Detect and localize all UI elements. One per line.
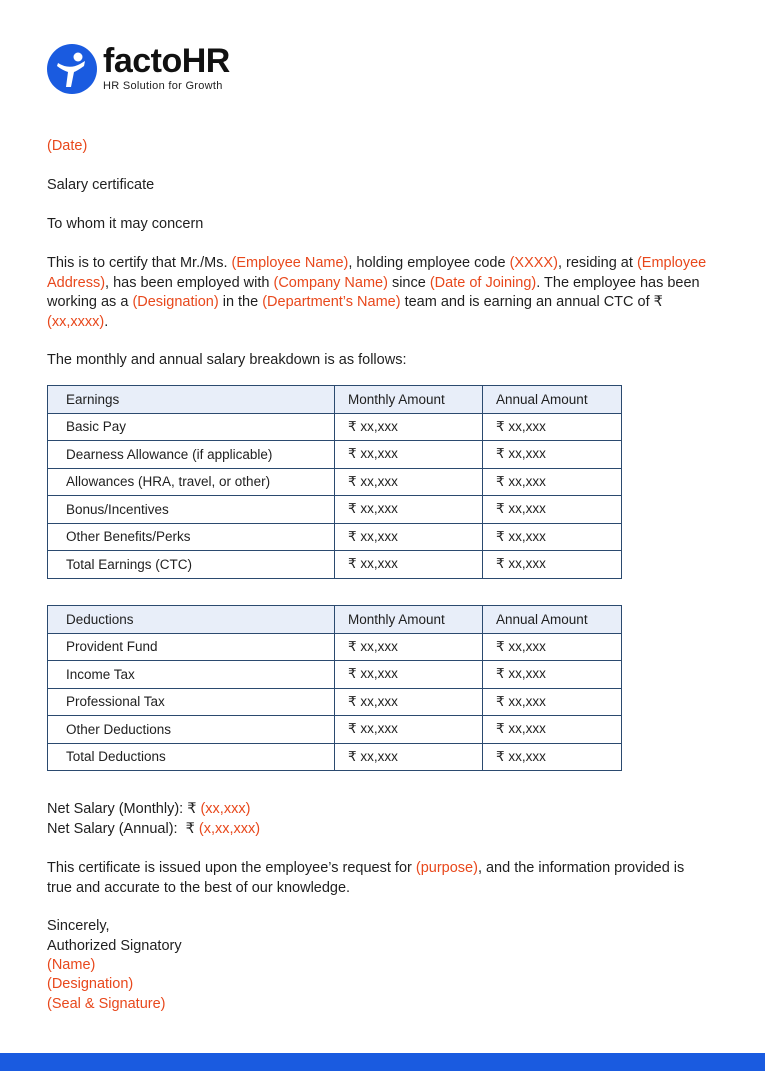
table-cell: ₹ xx,xxx (483, 496, 622, 524)
net-salary-monthly: Net Salary (Monthly): ₹ (xx,xxx) (47, 801, 251, 817)
table-row (48, 661, 622, 689)
table-cell: ₹ xx,xxx (335, 551, 483, 579)
factohr-logo (47, 44, 230, 94)
person-icon (47, 44, 97, 94)
table-cell: ₹ xx,xxx (335, 496, 483, 524)
signatory-designation-placeholder: (Designation) (47, 976, 134, 992)
purpose-placeholder: (purpose) (415, 860, 478, 876)
table-row (48, 496, 622, 524)
intro-paragraph: This is to certify that Mr./Ms. (Employee Name), holding employee code (XXXX), residing at (Employee Address), has been employed with (Company Name) since (Date of Joining). The employee has been working as a (Designation) in the (Department’s Name) team and is earning an annual CTC of ₹ (xx,xxxx). (47, 255, 707, 330)
signoff-sincerely: Sincerely, (47, 918, 110, 934)
column-header: Earnings (48, 386, 335, 414)
table-row (48, 743, 622, 771)
table-cell: Basic Pay (48, 413, 335, 441)
table-cell: ₹ xx,xxx (335, 441, 483, 469)
table-cell: ₹ xx,xxx (483, 413, 622, 441)
table-cell: ₹ xx,xxx (335, 633, 483, 661)
footer-bar (0, 1053, 765, 1071)
table-row (48, 688, 622, 716)
table-cell: Allowances (HRA, travel, or other) (48, 468, 335, 496)
employee-code-placeholder: (XXXX) (509, 255, 558, 271)
table-cell: ₹ xx,xxx (335, 413, 483, 441)
table-cell: Total Deductions (48, 743, 335, 771)
net-monthly-placeholder: (xx,xxx) (200, 801, 251, 817)
table-cell: ₹ xx,xxx (335, 468, 483, 496)
table-header-row (48, 606, 622, 634)
salutation: To whom it may concern (47, 216, 204, 232)
table-cell: ₹ xx,xxx (335, 661, 483, 689)
column-header: Monthly Amount (335, 386, 483, 414)
earnings-table (47, 385, 622, 579)
column-header: Annual Amount (483, 606, 622, 634)
document-title: Salary certificate (47, 177, 155, 193)
table-cell: ₹ xx,xxx (483, 441, 622, 469)
table-row (48, 441, 622, 469)
table-cell: Provident Fund (48, 633, 335, 661)
table-row (48, 716, 622, 744)
date-of-joining-placeholder: (Date of Joining) (429, 274, 537, 291)
table-cell: ₹ xx,xxx (483, 661, 622, 689)
table-row (48, 413, 622, 441)
table-cell: Other Benefits/Perks (48, 523, 335, 551)
table-cell: ₹ xx,xxx (335, 716, 483, 744)
net-annual-placeholder: (x,xx,xxx) (198, 821, 261, 837)
column-header: Monthly Amount (335, 606, 483, 634)
table-cell: ₹ xx,xxx (483, 523, 622, 551)
seal-signature-placeholder: (Seal & Signature) (47, 996, 166, 1012)
table-cell: ₹ xx,xxx (483, 468, 622, 496)
table-cell: Other Deductions (48, 716, 335, 744)
logo-brand-name: factoHR (103, 42, 230, 80)
signoff-signatory: Authorized Signatory (47, 938, 182, 954)
breakdown-intro: The monthly and annual salary breakdown is as follows: (47, 352, 407, 368)
table-cell: ₹ xx,xxx (335, 743, 483, 771)
signatory-name-placeholder: (Name) (47, 957, 96, 973)
company-name-placeholder: (Company Name) (273, 274, 388, 291)
table-cell: ₹ xx,xxx (483, 743, 622, 771)
table-cell: ₹ xx,xxx (335, 688, 483, 716)
table-header-row (48, 386, 622, 414)
table-cell: Total Earnings (CTC) (48, 551, 335, 579)
table-cell: Dearness Allowance (if applicable) (48, 441, 335, 469)
designation-placeholder: (Designation) (132, 294, 219, 310)
table-cell: ₹ xx,xxx (335, 523, 483, 551)
table-cell: ₹ xx,xxx (483, 716, 622, 744)
department-placeholder: (Department’s Name) (262, 294, 401, 310)
logo-tagline: HR Solution for Growth (103, 80, 223, 92)
table-row (48, 551, 622, 579)
column-header: Deductions (48, 606, 335, 634)
column-header: Annual Amount (483, 386, 622, 414)
table-row (48, 523, 622, 551)
employee-name-placeholder: (Employee Name) (231, 255, 349, 271)
closing-paragraph: This certificate is issued upon the employee’s request for (purpose), and the information provided is true and accurate to the best of our knowledge. (47, 860, 685, 896)
table-cell: ₹ xx,xxx (483, 688, 622, 716)
table-row (48, 468, 622, 496)
employee-address-placeholder: (Employee Address) (47, 255, 707, 291)
table-cell: Professional Tax (48, 688, 335, 716)
ctc-placeholder: (xx,xxxx) (47, 313, 105, 330)
table-cell: ₹ xx,xxx (483, 633, 622, 661)
table-row (48, 633, 622, 661)
date-placeholder: (Date) (47, 138, 88, 154)
table-cell: ₹ xx,xxx (483, 551, 622, 579)
net-salary-annual: Net Salary (Annual): ₹ (x,xx,xxx) (47, 821, 261, 837)
deductions-table (47, 605, 622, 771)
table-cell: Income Tax (48, 661, 335, 689)
table-cell: Bonus/Incentives (48, 496, 335, 524)
